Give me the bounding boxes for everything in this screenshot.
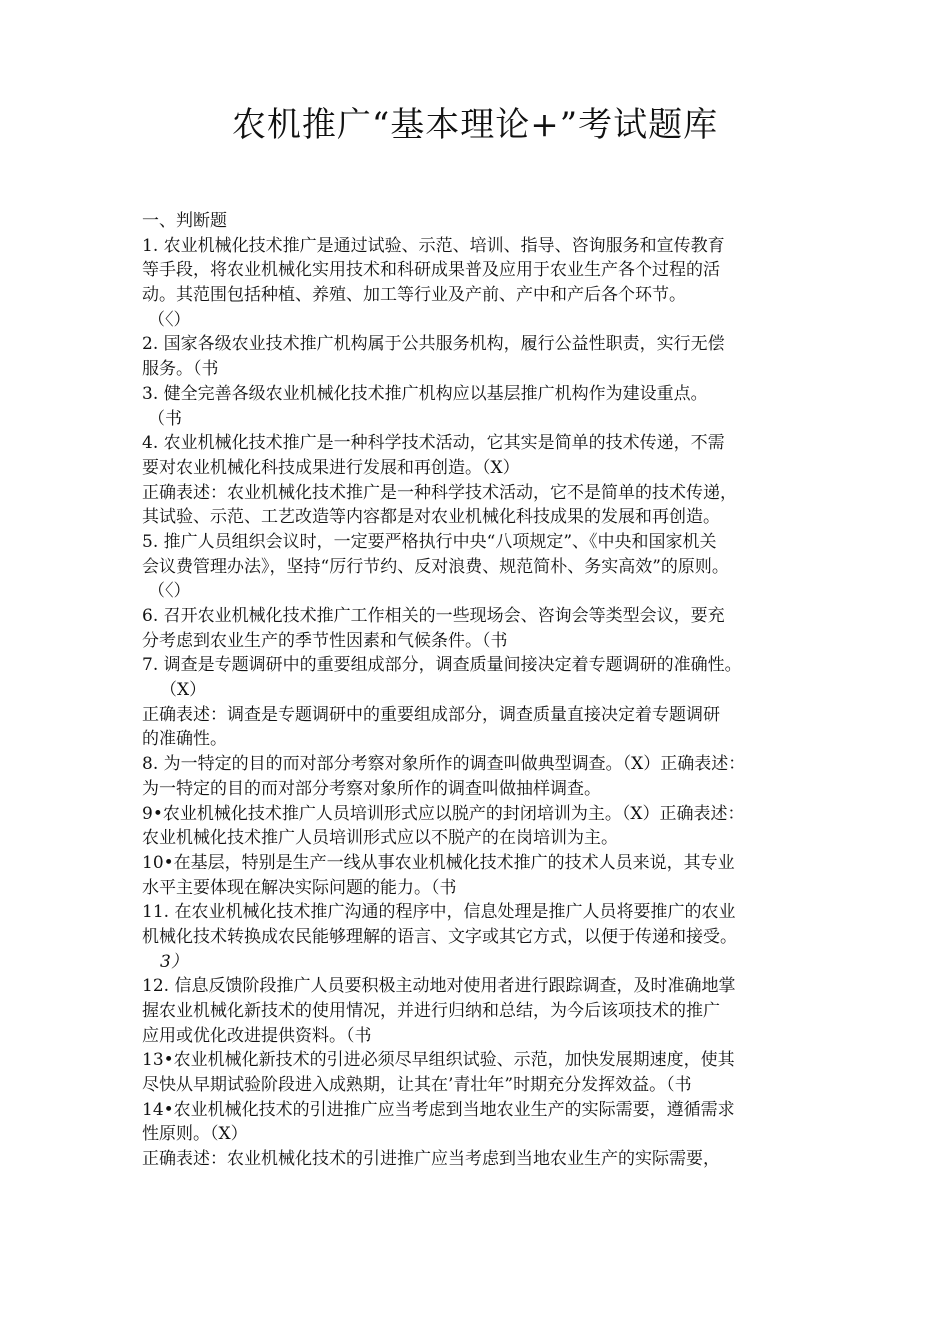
text-line: 13•农业机械化新技术的引进必须尽早组织试验、示范，加快发展期速度，使其 [142, 1050, 735, 1071]
text-line: 要对农业机械化科技成果进行发展和再创造。（X） [142, 457, 520, 478]
text-line: 3. 健全完善各级农业机械化技术推广机构应以基层推广机构作为建设重点。 [142, 383, 708, 404]
text-line: 9•农业机械化技术推广人员培训形式应以脱产的封闭培训为主。（X）正确表述： [142, 803, 745, 824]
text-line: 应用或优化改进提供资料。（书 [142, 1025, 372, 1046]
text-line: 正确表述：农业机械化技术推广是一种科学技术活动，它不是简单的技术传递， [142, 482, 737, 503]
text-line: 5. 推广人员组织会议时，一定要严格执行中央“八项规定”、《中央和国家机关 [142, 531, 717, 552]
text-line: 正确表述：调查是专题调研中的重要组成部分，调查质量直接决定着专题调研 [142, 704, 720, 725]
document-body [142, 209, 822, 1172]
text-line: 2. 国家各级农业技术推广机构属于公共服务机构，履行公益性职责，实行无偿 [142, 334, 725, 355]
answer-mark: （〈） [148, 309, 191, 330]
text-line: 机械化技术转换成农民能够理解的语言、文字或其它方式，以便于传递和接受。 [142, 926, 737, 947]
text-line: 动。其范围包括种植、养殖、加工等行业及产前、产中和产后各个环节。 [142, 285, 686, 306]
text-line: 为一特定的目的而对部分考察对象所作的调查叫做抽样调查。 [142, 778, 601, 799]
text-line: 14•农业机械化技术的引进推广应当考虑到当地农业生产的实际需要，遵循需求 [142, 1099, 735, 1120]
text-line: 6. 召开农业机械化技术推广工作相关的一些现场会、咨询会等类型会议，要充 [142, 606, 725, 626]
answer-mark: 3） [160, 951, 188, 972]
text-line: 服务。（书 [142, 359, 219, 380]
section-heading: 一、判断题 [142, 211, 227, 231]
text-line: 会议费管理办法》，坚持“厉行节约、反对浪费、规范简朴、务实高效”的原则。 [142, 556, 729, 577]
text-line: 的准确性。 [142, 729, 227, 750]
text-line: 分考虑到农业生产的季节性因素和气候条件。（书 [142, 630, 508, 651]
text-line: 尽快从早期试验阶段进入成熟期，让其在’青壮年”时期充分发挥效益。（书 [142, 1075, 692, 1096]
text-line: 8. 为一特定的目的而对部分考察对象所作的调查叫做典型调查。（X）正确表述： [142, 754, 746, 775]
text-line: 正确表述：农业机械化技术的引进推广应当考虑到当地农业生产的实际需要， [142, 1149, 720, 1170]
text-line: 10•在基层，特别是生产一线从事农业机械化技术推广的技术人员来说，其专业 [142, 852, 735, 873]
answer-mark: （〈） [148, 581, 191, 602]
text-line: 性原则。（X） [142, 1124, 248, 1145]
text-line: 12. 信息反馈阶段推广人员要积极主动地对使用者进行跟踪调查，及时准确地掌 [142, 976, 736, 997]
text-line: 7. 调查是专题调研中的重要组成部分，调查质量间接决定着专题调研的准确性。 [142, 655, 742, 676]
text-line: 1. 农业机械化技术推广是通过试验、示范、培训、指导、咨询服务和宣传教育 [142, 235, 725, 256]
text-line: 4. 农业机械化技术推广是一种科学技术活动，它其实是简单的技术传递，不需 [142, 433, 725, 454]
answer-mark: （书 [148, 408, 182, 429]
text-line: 农业机械化技术推广人员培训形式应以不脱产的在岗培训为主。 [142, 828, 618, 849]
document-title: 农机推广“基本理论+”考试题库 [231, 105, 719, 145]
text-line: 握农业机械化新技术的使用情况，并进行归纳和总结，为今后该项技术的推广 [142, 1001, 720, 1021]
answer-mark: （X） [160, 680, 207, 701]
text-line: 水平主要体现在解决实际问题的能力。（书 [142, 877, 457, 898]
text-line: 11. 在农业机械化技术推广沟通的程序中，信息处理是推广人员将要推广的农业 [142, 902, 736, 923]
text-line: 等手段，将农业机械化实用技术和科研成果普及应用于农业生产各个过程的活 [142, 260, 720, 281]
text-line: 其试验、示范、工艺改造等内容都是对农业机械化科技成果的发展和再创造。 [142, 507, 720, 528]
